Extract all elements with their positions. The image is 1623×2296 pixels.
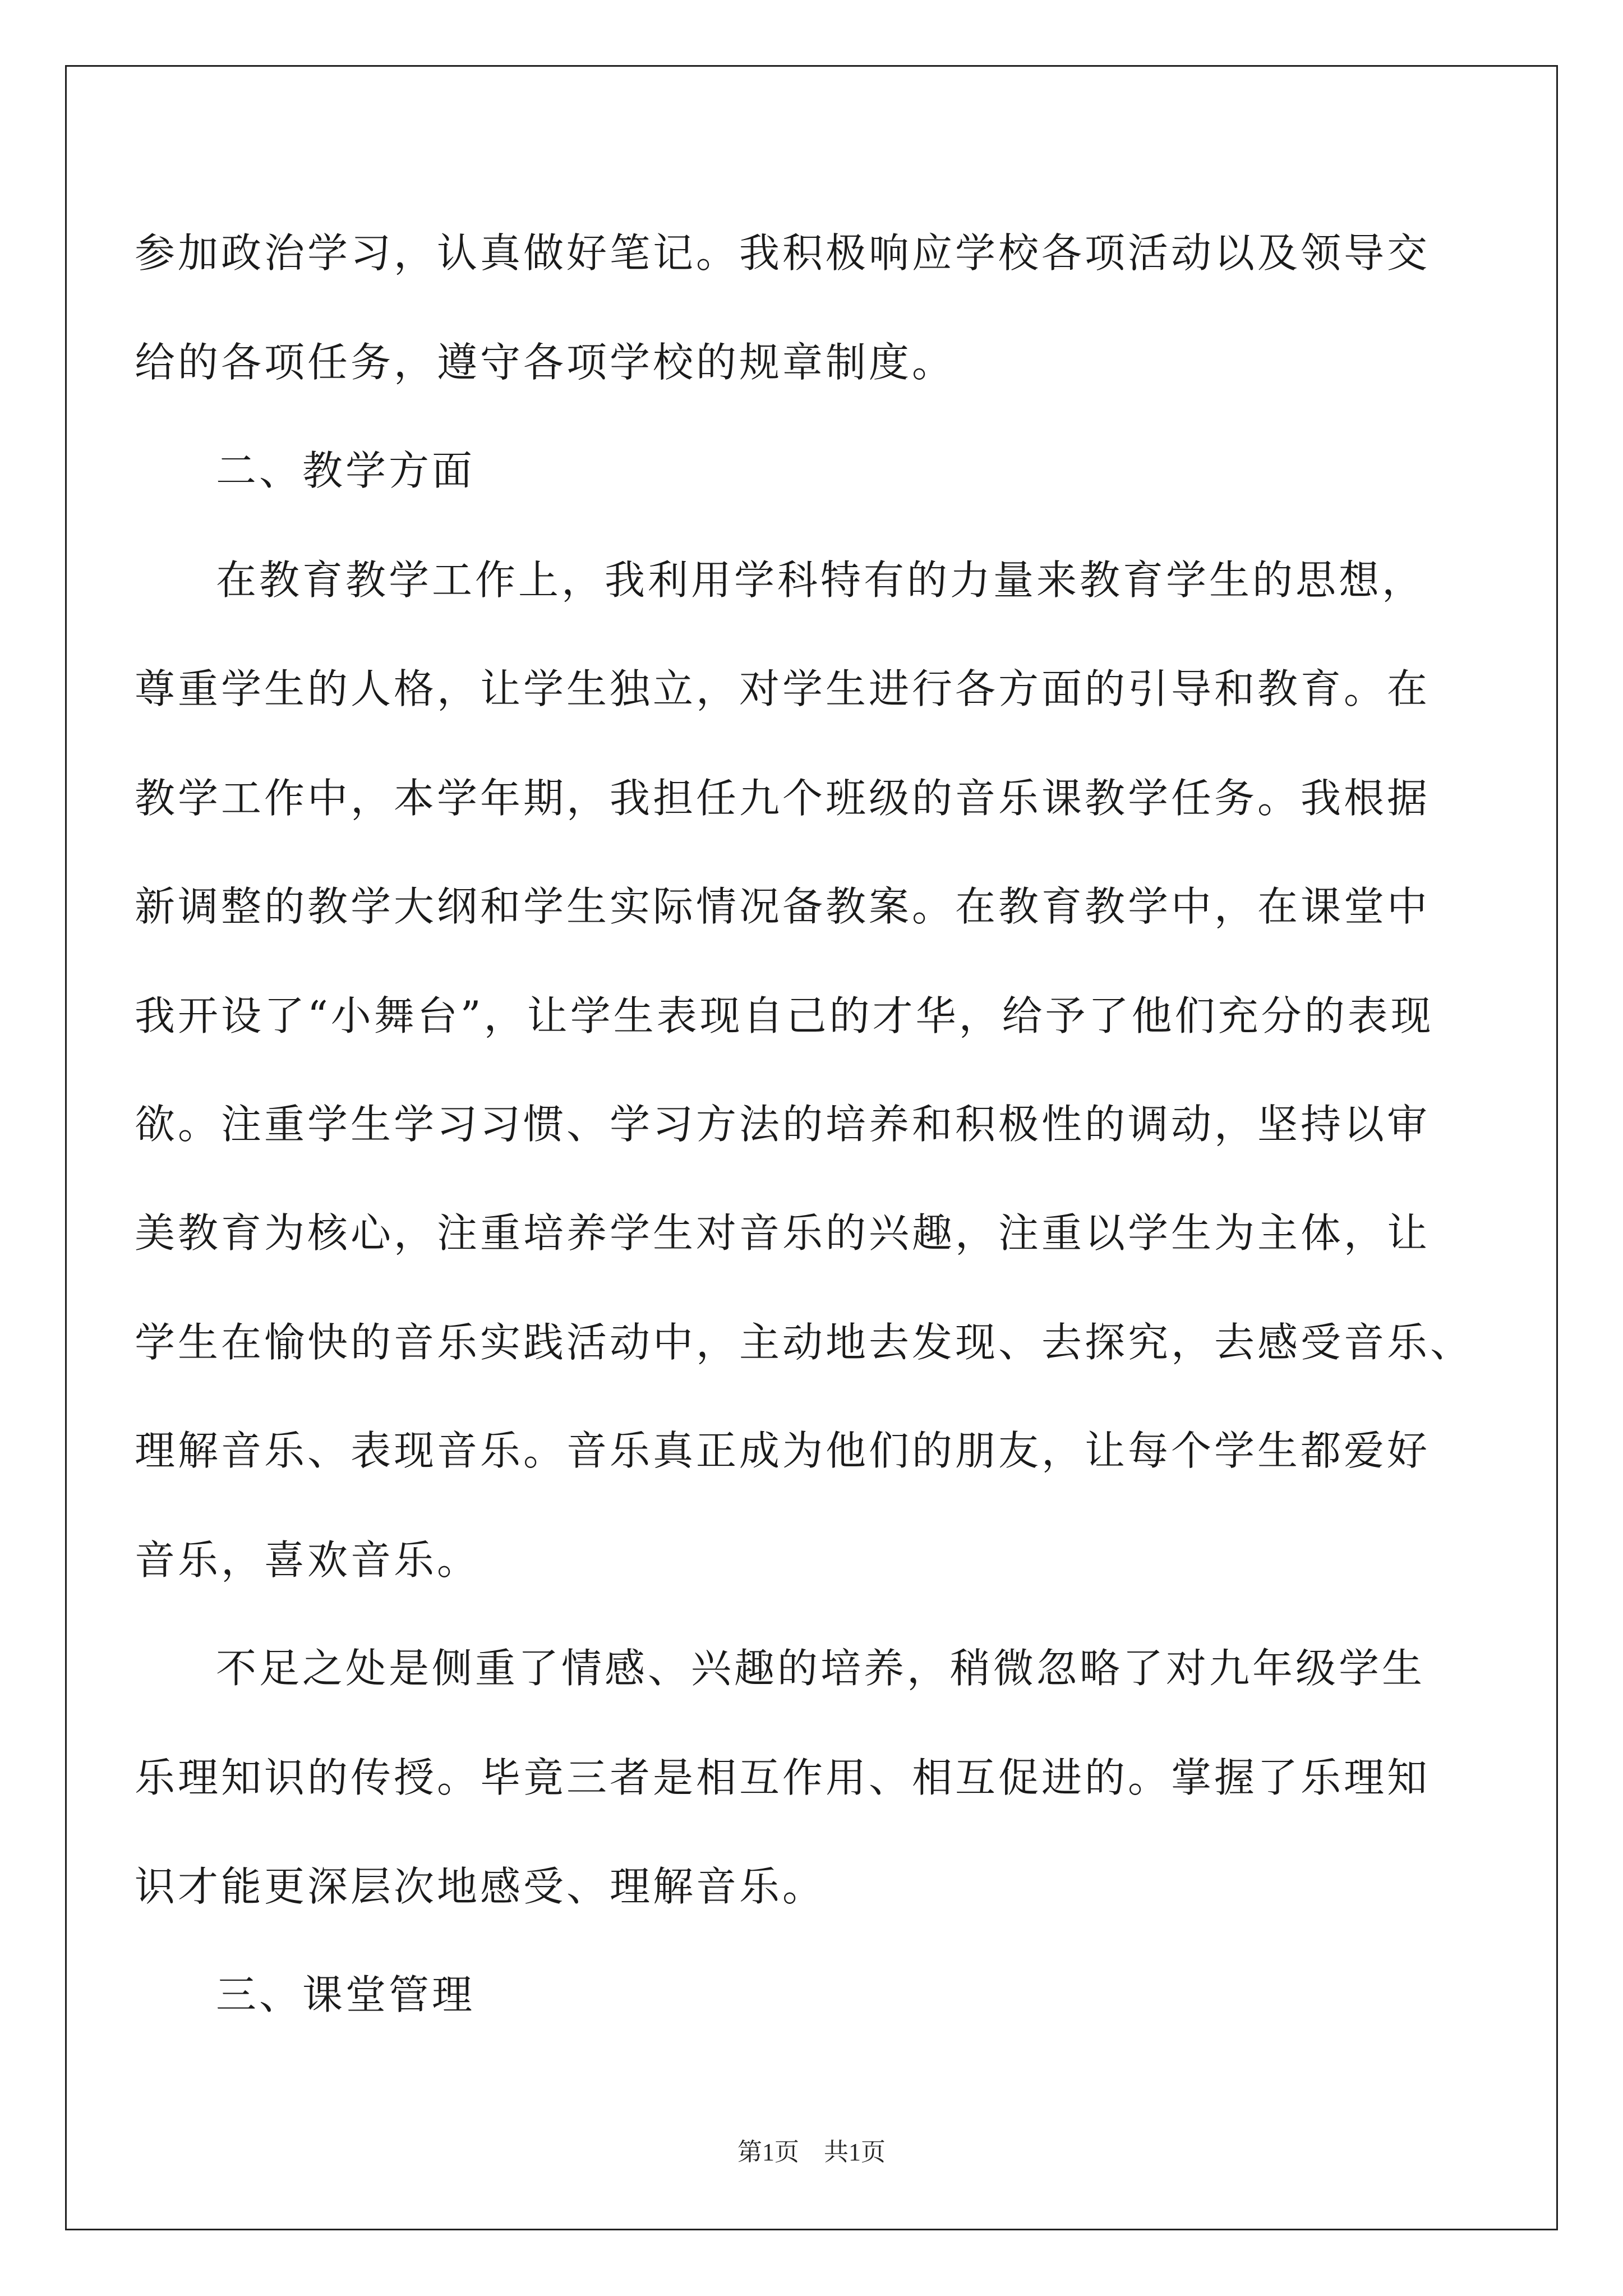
section-heading: 二、教学方面 xyxy=(216,447,476,494)
text-line: 音乐，喜欢音乐。 xyxy=(135,1536,481,1584)
text-line: 参加政治学习，认真做好笔记。我积极响应学校各项活动以及领导交 xyxy=(135,229,1431,277)
section-heading: 三、课堂管理 xyxy=(216,1971,476,2018)
text-line: 我开设了“小舞台”，让学生表现自己的才华，给予了他们充分的表现 xyxy=(135,992,1434,1039)
text-line: 识才能更深层次地感受、理解音乐。 xyxy=(135,1863,826,1910)
text-line: 给的各项任务，遵守各项学校的规章制度。 xyxy=(135,339,956,386)
text-line: 不足之处是侧重了情感、兴趣的培养，稍微忽略了对九年级学生 xyxy=(216,1645,1426,1692)
text-line: 理解音乐、表现音乐。音乐真正成为他们的朋友，让每个学生都爱好 xyxy=(135,1427,1431,1474)
text-line: 学生在愉快的音乐实践活动中，主动地去发现、去探究，去感受音乐、 xyxy=(135,1319,1474,1366)
text-line: 新调整的教学大纲和学生实际情况备教案。在教育教学中，在课堂中 xyxy=(135,883,1431,930)
text-line: 乐理知识的传授。毕竟三者是相互作用、相互促进的。掌握了乐理知 xyxy=(135,1754,1431,1801)
text-line: 在教育教学工作上，我利用学科特有的力量来教育学生的思想， xyxy=(216,556,1426,604)
text-line: 教学工作中，本学年期，我担任九个班级的音乐课教学任务。我根据 xyxy=(135,775,1431,822)
text-line: 美教育为核心，注重培养学生对音乐的兴趣，注重以学生为主体，让 xyxy=(135,1209,1431,1257)
page-footer: 第1页 共1页 xyxy=(737,2138,886,2166)
text-line: 欲。注重学生学习习惯、学习方法的培养和积极性的调动，坚持以审 xyxy=(135,1101,1431,1148)
text-line: 尊重学生的人格，让学生独立，对学生进行各方面的引导和教育。在 xyxy=(135,665,1431,712)
